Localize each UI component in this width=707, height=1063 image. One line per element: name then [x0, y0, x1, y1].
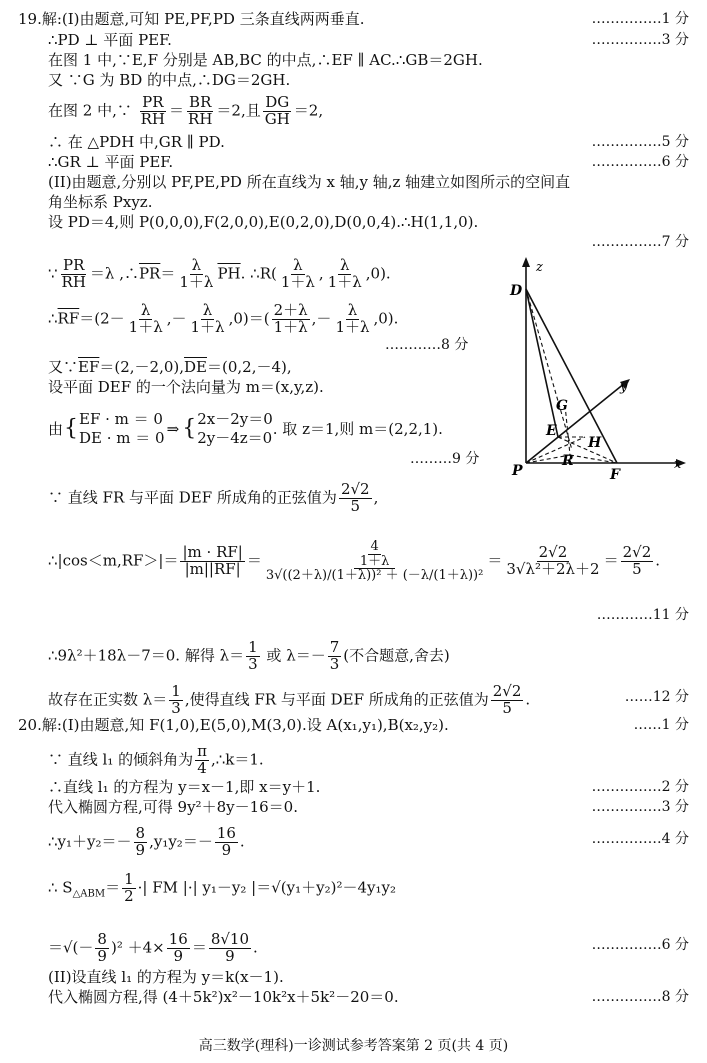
vector: $\overline{PH}$: [217, 264, 241, 283]
label-x: x: [674, 457, 682, 472]
label-R: R: [562, 453, 574, 469]
fraction: $\frac{1}{3}$: [171, 682, 181, 717]
fraction: $\frac{2√2}{\text{3√λ²＋2λ＋2}}$: [506, 543, 600, 578]
label-D: D: [510, 283, 523, 299]
q19-line-11: ∵ $\frac{PR}{RH}$ ＝λ $,\therefore\overline{PR}=$ $\frac{\lambda}{1+\lambda}$ $\overline{PH}$. ∴R( $\frac{\lambda}{1+\lambda}$ , $\frac{\lambda}{1+\lambda}$ ,0).: [48, 256, 391, 291]
q19-line-7: ∴GR ⊥ 平面 PEF.: [48, 153, 174, 171]
q19-line-15: 由 { EF · m ＝ 0 DE · m ＝ 0 ⇒ { 2x－2y＝0 2y－4z＝0 . 取 z＝1,则 m＝(2,2,1).: [48, 410, 443, 447]
label-z: z: [536, 260, 543, 275]
q20-line-6: ∴ $S_{\triangle ABM}=$ $\frac{1}{2}$ ·| FM |·| y₁－y₂ |＝√(y₁＋y₂)²－4y₁y₂: [48, 870, 396, 905]
q20-score-7: ……………6 分: [591, 937, 689, 953]
edge-RF: [570, 455, 617, 463]
q20-line-8: (II)设直线 l₁ 的方程为 y＝k(x－1).: [48, 968, 284, 986]
vector: $\overline{DE}$: [184, 358, 207, 376]
q19-score-17: …………11 分: [596, 607, 689, 623]
fraction: $\frac{BR}{RH}$: [188, 93, 213, 128]
q19-line-13: 又$\because\overline{EF}=(2,-2,0),\overline{DE}=(0,2,-4)$,: [48, 358, 292, 376]
q19-line-3: 在图 1 中,∵E,F 分别是 AB,BC 的中点,∴EF ∥ AC.∴GB＝2GH.: [48, 51, 483, 69]
fraction: $\frac{DG}{GH}$: [264, 93, 290, 128]
fraction: $\frac{\frac{4}{1+\lambda}}{\text{3√((2＋λ)/(1＋λ))² ＋ (－λ/(1＋λ))²}}$: [265, 539, 484, 584]
fraction: $\frac{2√2}{5}$: [492, 682, 522, 717]
q19-line-10: 设 PD＝4,则 P(0,0,0),F(2,0,0),E(0,2,0),D(0,0,4).∴H(1,1,0).: [48, 213, 479, 231]
fraction: $\frac{8}{9}$: [135, 824, 146, 859]
fraction: $\frac{1}{3}$: [248, 638, 258, 673]
q20-score-3: ……………2 分: [591, 779, 689, 795]
fraction: $\frac{\lambda}{1+\lambda}$: [327, 256, 362, 291]
q19-score-12: …………8 分: [385, 337, 469, 353]
q20-line-4: 代入椭圆方程,可得 9y²＋8y－16＝0.: [48, 798, 298, 816]
fraction: $\frac{16}{9}$: [216, 824, 236, 859]
q19-line-1: 19.解:(I)由题意,可知 PE,PF,PD 三条直线两两垂直.: [18, 10, 365, 28]
page-footer: 高三数学(理科)一诊测试参考答案第 2 页(共 4 页): [198, 1038, 509, 1054]
fraction: $\frac{PR}{RH}$: [140, 93, 166, 128]
edge-DF: [526, 289, 617, 463]
q19-line-5: 在图 2 中,∵ $\frac{PR}{RH}$ ＝ $\frac{BR}{RH}$ ＝2,且 $\frac{DG}{GH}$ ＝2,: [48, 93, 324, 128]
q19-line-4: 又 ∵G 为 BD 的中点,∴DG＝2GH.: [48, 71, 291, 89]
q20-line-3: ∴直线 l₁ 的方程为 y＝x－1,即 x＝y＋1.: [48, 778, 321, 796]
q19-score-7: ……………6 分: [591, 154, 689, 170]
q20-line-5: ∴y₁＋y₂＝－ $\frac{8}{9}$ ,y₁y₂＝－ $\frac{16}{9}$ .: [48, 824, 245, 859]
q20-line-9: 代入椭圆方程,得 (4＋5k²)x²－10k²x＋5k²－20＝0.: [48, 988, 399, 1006]
vector: $\overline{RF}$: [57, 309, 80, 328]
z-arrow-icon: [522, 257, 530, 267]
q19-score-1: ……………1 分: [591, 11, 689, 27]
fraction: $\frac{\pi}{4}$: [197, 742, 207, 777]
fraction: $\frac{|m \cdot RF|}{|m||RF|}$: [182, 543, 243, 578]
edge-PH: [526, 437, 585, 463]
label-P: P: [512, 463, 523, 479]
q19-line-12: $\therefore\overline{RF}=(2-$ $\frac{\lambda}{1+\lambda}$ ,－ $\frac{\lambda}{1+\lambda}$ ,0)＝( $\frac{2+\lambda}{1+\lambda}$ ,－ $\frac{\lambda}{1+\lambda}$ ,0).: [48, 301, 399, 336]
q20-line-7: ＝√(－ $\frac{8}{9}$ )² ＋4× $\frac{16}{9}$ ＝ $\frac{8√10}{9}$ .: [48, 930, 258, 965]
fraction: $\frac{PR}{RH}$: [61, 256, 86, 291]
q19-line-14: 设平面 DEF 的一个法向量为 m＝(x,y,z).: [48, 378, 324, 396]
q19-score-10: ……………7 分: [591, 234, 689, 250]
fraction: $\frac{\lambda}{1+\lambda}$: [335, 301, 370, 336]
q19-line-17: ∴|cos＜m,RF＞|＝ $\frac{|m \cdot RF|}{|m||RF|}$ ＝ $\frac{\frac{4}{1+\lambda}}{\text{3√((2＋λ)/(1＋λ))² ＋ (－λ/(1＋λ))²}}$ ＝ $\frac{2√2}{\text{3√λ²＋2λ＋2}}$ ＝ $\frac{2√2}{5}$ .: [48, 539, 661, 584]
q19-score-19: ……12 分: [624, 689, 689, 705]
label-G: G: [556, 398, 568, 414]
fraction: $\frac{8}{9}$: [97, 930, 107, 965]
fraction: $\frac{7}{3}$: [329, 638, 340, 673]
q20-score-5: ……………4 分: [591, 831, 689, 847]
q19-score-6: ……………5 分: [591, 134, 689, 150]
fraction: $\frac{8√10}{9}$: [210, 930, 250, 965]
q20-score-1: ……1 分: [633, 717, 689, 733]
fraction: $\frac{\lambda}{1+\lambda}$: [128, 301, 163, 336]
q20-line-2: ∵ 直线 l₁ 的倾斜角为 $\frac{\pi}{4}$ ,∴k＝1.: [48, 742, 264, 777]
q20-line-1: 20.解:(I)由题意,知 F(1,0),E(5,0),M(3,0).设 A(x₁,y₁),B(x₂,y₂).: [18, 716, 449, 734]
q19-score-15: ………9 分: [410, 451, 480, 467]
q20-score-9: ……………8 分: [591, 989, 689, 1005]
q19-line-2: ∴PD ⊥ 平面 PEF.: [48, 31, 172, 49]
q19-line-6: ∴ 在 △PDH 中,GR ∥ PD.: [48, 133, 225, 151]
q20-score-4: ……………3 分: [591, 799, 689, 815]
fraction: $\frac{2√2}{5}$: [340, 480, 370, 515]
q19-line-18: ∴9λ²＋18λ－7＝0. 解得 λ＝ $\frac{1}{3}$ 或 λ＝－ $\frac{7}{3}$ (不合题意,舍去): [48, 638, 450, 673]
label-E: E: [546, 423, 557, 439]
fraction: $\frac{2+\lambda}{1+\lambda}$: [273, 301, 308, 336]
label-H: H: [588, 435, 602, 451]
geometry-figure: [500, 255, 700, 485]
fraction: $\frac{1}{2}$: [124, 870, 134, 905]
q19-line-19: 故存在正实数 λ＝ $\frac{1}{3}$ ,使得直线 FR 与平面 DEF 所成角的正弦值为 $\frac{2√2}{5}$ .: [48, 682, 531, 717]
fraction: $\frac{\lambda}{1+\lambda}$: [280, 256, 315, 291]
q19-line-16: ∵ 直线 FR 与平面 DEF 所成角的正弦值为 $\frac{2√2}{5}$ ,: [48, 480, 379, 515]
fraction: $\frac{16}{9}$: [168, 930, 188, 965]
label-y: y: [620, 380, 628, 395]
edge-DE: [526, 289, 558, 437]
vector: $\overline{PR}$: [138, 264, 161, 283]
fraction: $\frac{\lambda}{1+\lambda}$: [190, 301, 225, 336]
fraction: $\frac{2√2}{5}$: [622, 543, 652, 578]
q19-score-2: ……………3 分: [591, 32, 689, 48]
fraction: $\frac{\lambda}{1+\lambda}$: [179, 256, 214, 291]
label-F: F: [610, 467, 620, 483]
vector: $\overline{EF}$: [78, 358, 100, 376]
q19-line-9: 角坐标系 Pxyz.: [48, 193, 153, 211]
q19-line-8: (II)由题意,分别以 PF,PE,PD 所在直线为 x 轴,y 轴,z 轴建立如图所示的空间直: [48, 173, 571, 191]
